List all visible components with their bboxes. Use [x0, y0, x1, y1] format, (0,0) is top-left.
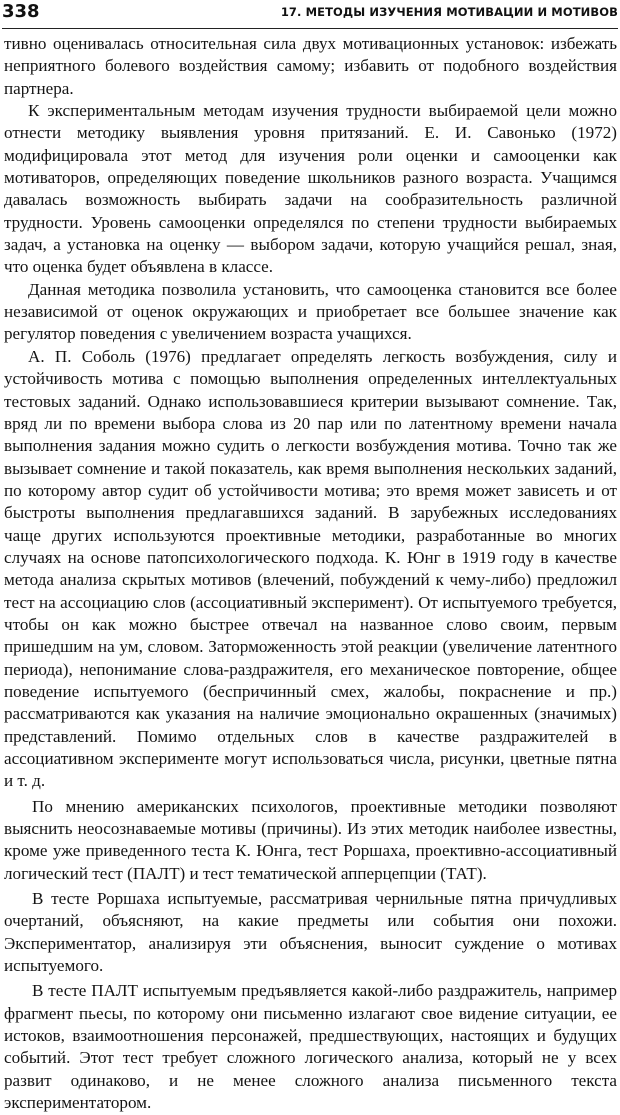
running-title: 17. МЕТОДЫ ИЗУЧЕНИЯ МОТИВАЦИИ И МОТИВОВ — [280, 5, 618, 19]
paragraph: К экспериментальным методам изучения трудности выбираемой цели можно отнести методику выявления уровня притязаний. Е. И. Савонько (1972) модифицировала этот метод для изучения роли оценки и самооценки как мотиваторов, определяющих поведение школьников разного возраста. Учащимся давалась возможность выбирать задачи на сообразительность различной трудности. Уровень самооценки определялся по степени трудности выбираемых задач, а установка на оценку — выбором задачи, которую учащийся решал, зная, что оценка будет объявлена в классе. — [4, 101, 617, 277]
paragraph: В тесте Роршаха испытуемые, рассматривая чернильные пятна причудливых очертаний, объясняют, на какие предметы или события они похожи. Экспериментатор, анализируя эти объяснения, выносит суждение о мотивах испытуемого. — [4, 889, 617, 976]
paragraph: Данная методика позволила установить, что самооценка становится все более независимой от оценок окружающих и приобретает все большее значение как регулятор поведения с увеличением возраста учащихся. — [4, 279, 617, 344]
paragraph: В тесте ПАЛТ испытуемым предъявляется какой-либо раздражитель, например фрагмент пьесы, по которому они письменно излагают свое видение ситуации, ее истоков, взаимоотношения персонажей, предшествующих, настоящих и будущих событий. Этот тест требует сложного логического анализа, который не у всех развит одинаково, и не менее сложного анализа письменного текста экспериментатором. — [4, 981, 617, 1113]
body-text — [4, 33, 617, 1115]
page-number: 338 — [2, 1, 40, 22]
paragraph: тивно оценивалась относительная сила двух мотивационных установок: избежать неприятного болевого воздействия самому; избавить от подобного воздействия партнера. — [4, 34, 617, 98]
paragraph: По мнению американских психологов, проективные методики позволяют выяснить неосознаваемые мотивы (причины). Из этих методик наиболее известны, кроме уже приведенного теста К. Юнга, тест Роршаха, проективно-ассоциативный логический тест (ПАЛТ) и тест тематической апперцепции (ТАТ). — [4, 796, 617, 883]
paragraph: А. П. Соболь (1976) предлагает определять легкость возбуждения, силу и устойчивость мотива с помощью выполнения определенных интеллектуальных тестовых заданий. Однако использовавшиеся критерии вызывают сомнение. Так, вряд ли по времени выбора слова из 20 пар или по латентному времени начала выполнения задания можно судить о легкости возбуждения мотива. Точно так же вызывает сомнение и такой показатель, как время выполнения нескольких заданий, по которому автор судит об устойчивости мотива; это время может зависеть и от быстроты выполнения предлагавшихся заданий. В зарубежных исследованиях чаще других используются проективные методики, разработанные во многих случаях на основе патопсихологического подхода. К. Юнг в 1919 году в качестве метода анализа скрытых мотивов (влечений, побуждений к чему-либо) предложил тест на ассоциацию слов (ассоциативный эксперимент). От испытуемого требуется, чтобы он как можно быстрее отвечал на названное слово своим, первым пришедшим на ум, словом. Заторможенность этой реакции (увеличение латентного периода), непонимание слова-раздражителя, его механическое повторение, общее поведение испытуемого (беспричинный смех, жалобы, покраснение и пр.) рассматриваются как указания на наличие эмоционально окрашенных (значимых) представлений. Помимо отдельных слов в качестве раздражителей в ассоциативном эксперименте могут использоваться числа, рисунки, цветные пятна и т. д. — [4, 346, 617, 791]
page-header — [2, 2, 618, 29]
